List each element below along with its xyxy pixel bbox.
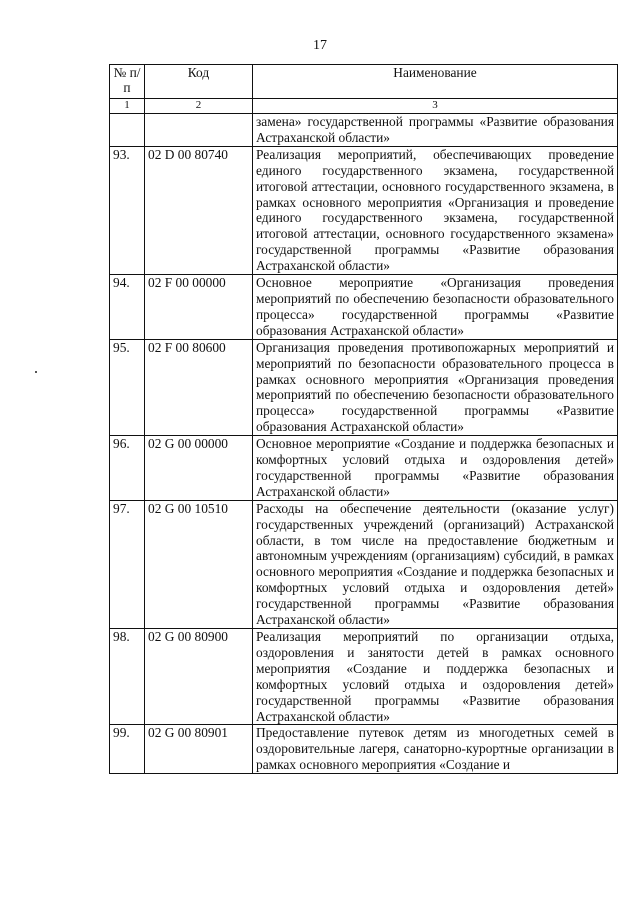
row-name: Основное мероприятие «Организация проведения мероприятий по обеспечению безопасности образовательного процесса» государственной программы «Развитие образования Астраханской области» [253, 275, 618, 340]
row-num: 93. [110, 146, 145, 274]
row-num: 97. [110, 500, 145, 628]
table-row-continuation [110, 114, 618, 147]
header-row [110, 65, 618, 99]
row-code [145, 114, 253, 147]
row-code: 02 G 00 10510 [145, 500, 253, 628]
row-code: 02 D 00 80740 [145, 146, 253, 274]
row-name: замена» государственной программы «Развитие образования Астраханской области» [253, 114, 618, 147]
table-row [110, 436, 618, 501]
header-code: Код [145, 65, 253, 99]
table-row [110, 725, 618, 774]
row-code: 02 F 00 00000 [145, 275, 253, 340]
row-name: Реализация мероприятий, обеспечивающих проведение единого государственного экзамена, государственной итоговой аттестации, основного государственного экзамена, в рамках основного мероприятия «Организация и проведение единого государственного экзамена, государственной итоговой аттестации, основного государственного экзамена» государственной программы «Развитие образования Астраханской области» [253, 146, 618, 274]
row-name: Реализация мероприятий по организации отдыха, оздоровления и занятости детей в рамках основного мероприятия «Создание и поддержка безопасных и комфортных условий отдыха и оздоровления детей» государственной программы «Развитие образования Астраханской области» [253, 629, 618, 725]
row-code: 02 G 00 80901 [145, 725, 253, 774]
table-row [110, 146, 618, 274]
row-code: 02 G 00 80900 [145, 629, 253, 725]
row-name: Основное мероприятие «Создание и поддержка безопасных и комфортных условий отдыха и оздоровления детей» государственной программы «Развитие образования Астраханской области» [253, 436, 618, 501]
classification-table [109, 64, 618, 774]
row-name: Расходы на обеспечение деятельности (оказание услуг) государственных учреждений (организаций) Астраханской области, в том числе на предоставление бюджетным и автономным учреждениям (организациям) субсидий, в рамках основного мероприятия «Создание и поддержка безопасных и комфортных условий отдыха и оздоровления детей» государственной программы «Развитие образования Астраханской области» [253, 500, 618, 628]
row-num: 96. [110, 436, 145, 501]
row-num: 99. [110, 725, 145, 774]
row-num: 98. [110, 629, 145, 725]
page-number: 17 [313, 38, 327, 53]
row-code: 02 G 00 00000 [145, 436, 253, 501]
row-num [110, 114, 145, 147]
margin-mark [35, 371, 37, 373]
column-number: 2 [145, 99, 253, 114]
row-num: 95. [110, 339, 145, 435]
column-number: 3 [253, 99, 618, 114]
table-row [110, 275, 618, 340]
header-name: Наименование [253, 65, 618, 99]
row-num: 94. [110, 275, 145, 340]
row-code: 02 F 00 80600 [145, 339, 253, 435]
table-row [110, 339, 618, 435]
table-row [110, 629, 618, 725]
table-row [110, 500, 618, 628]
column-number-row [110, 99, 618, 114]
row-name: Предоставление путевок детям из многодетных семей в оздоровительные лагеря, санаторно-курортные организации в рамках основного мероприятия «Создание и [253, 725, 618, 774]
row-name: Организация проведения противопожарных мероприятий и мероприятий по безопасности образовательного процесса в рамках основного мероприятия «Организация проведения мероприятий по обеспечению безопасности образовательного процесса» государственной программы «Развитие образования Астраханской области» [253, 339, 618, 435]
column-number: 1 [110, 99, 145, 114]
header-num: № п/п [110, 65, 145, 99]
